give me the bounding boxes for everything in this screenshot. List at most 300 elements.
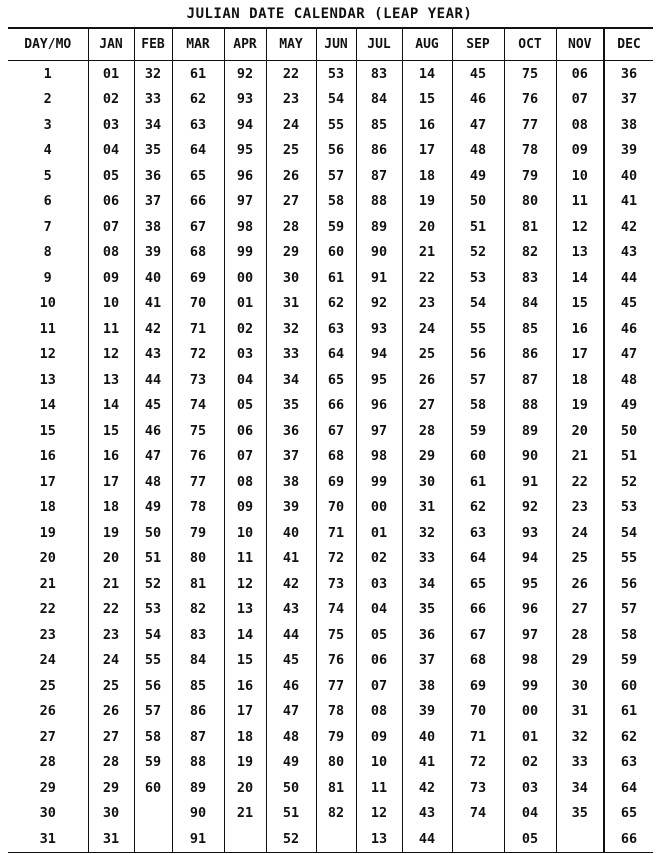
julian-day-cell: 12 (356, 801, 402, 827)
day-number-cell: 24 (39, 652, 56, 669)
julian-day-cell: 30 (402, 469, 452, 495)
julian-day-cell: 20 (224, 775, 266, 801)
julian-day-cell: 59 (134, 750, 172, 776)
julian-day-cell: 84 (356, 87, 402, 113)
table-row (8, 240, 653, 266)
julian-day-cell: 75 (316, 622, 356, 648)
julian-day-cell: 60 (316, 240, 356, 266)
julian-day-cell: 94 (504, 546, 556, 572)
julian-day-cell: 23 (402, 291, 452, 317)
julian-day-cell: 26 (556, 571, 604, 597)
julian-day-cell: 82 (316, 801, 356, 827)
julian-day-cell: 18 (556, 367, 604, 393)
julian-day-cell: 04 (356, 597, 402, 623)
julian-day-cell: 68 (172, 240, 224, 266)
julian-day-cell: 59 (316, 214, 356, 240)
julian-day-cell: 02 (224, 316, 266, 342)
julian-day-cell: 38 (134, 214, 172, 240)
julian-day-cell: 14 (224, 622, 266, 648)
julian-day-cell: 28 (556, 622, 604, 648)
julian-day-cell: 00 (504, 699, 556, 725)
julian-day-cell: 40 (604, 163, 653, 189)
julian-day-cell: 36 (266, 418, 316, 444)
table-row (8, 724, 653, 750)
day-number-cell: 27 (39, 728, 56, 745)
julian-day-cell: 53 (316, 61, 356, 87)
julian-day-cell: 19 (224, 750, 266, 776)
julian-day-cell: 18 (224, 724, 266, 750)
julian-day-cell: 09 (556, 138, 604, 164)
julian-day-cell: 41 (604, 189, 653, 215)
julian-day-cell: 29 (266, 240, 316, 266)
day-number-cell: 8 (43, 244, 52, 261)
julian-day-cell: 35 (556, 801, 604, 827)
julian-day-cell: 85 (504, 316, 556, 342)
julian-day-cell: 60 (134, 775, 172, 801)
julian-day-cell: 78 (172, 495, 224, 521)
julian-day-cell: 19 (556, 393, 604, 419)
julian-day-cell: 57 (134, 699, 172, 725)
table-row (8, 699, 653, 725)
table-row (8, 61, 653, 87)
table-row (8, 138, 653, 164)
julian-day-cell: 87 (172, 724, 224, 750)
julian-day-cell: 14 (402, 61, 452, 87)
julian-day-cell: 41 (134, 291, 172, 317)
julian-day-cell: 66 (316, 393, 356, 419)
julian-day-cell: 32 (556, 724, 604, 750)
julian-day-cell: 69 (316, 469, 356, 495)
julian-day-cell: 95 (504, 571, 556, 597)
julian-day-cell: 93 (224, 87, 266, 113)
julian-day-cell: 24 (556, 520, 604, 546)
column-header-nov: NOV (556, 28, 604, 61)
julian-day-cell: 45 (604, 291, 653, 317)
julian-day-cell: 30 (266, 265, 316, 291)
day-number-cell: 5 (43, 167, 52, 184)
julian-day-cell: 22 (556, 469, 604, 495)
julian-day-cell: 97 (224, 189, 266, 215)
julian-day-cell: 25 (402, 342, 452, 368)
julian-day-cell: 81 (316, 775, 356, 801)
day-number-cell: 28 (39, 754, 56, 771)
julian-day-cell: 56 (134, 673, 172, 699)
julian-day-cell: 41 (266, 546, 316, 572)
julian-day-cell: 31 (402, 495, 452, 521)
julian-day-cell: 11 (356, 775, 402, 801)
julian-day-cell: 47 (604, 342, 653, 368)
table-row (8, 826, 653, 852)
julian-day-cell: 43 (604, 240, 653, 266)
table-row (8, 495, 653, 521)
julian-day-cell: 48 (604, 367, 653, 393)
julian-day-cell: 35 (266, 393, 316, 419)
day-number-cell: 30 (39, 805, 56, 822)
day-number-cell: 21 (39, 575, 56, 592)
julian-day-cell: 22 (88, 597, 134, 623)
julian-day-cell: 36 (134, 163, 172, 189)
julian-day-cell: 71 (452, 724, 504, 750)
julian-day-cell: 44 (266, 622, 316, 648)
day-number-cell: 11 (39, 320, 56, 337)
calendar-title: JULIAN DATE CALENDAR (LEAP YEAR) (186, 6, 473, 22)
julian-day-cell: 32 (134, 61, 172, 87)
julian-day-cell: 46 (604, 316, 653, 342)
julian-day-cell: 36 (402, 622, 452, 648)
table-row (8, 571, 653, 597)
table-row (8, 291, 653, 317)
julian-day-cell: 13 (88, 367, 134, 393)
julian-day-cell: 37 (266, 444, 316, 470)
julian-day-cell: 32 (402, 520, 452, 546)
julian-day-cell: 93 (504, 520, 556, 546)
julian-day-cell: 76 (504, 87, 556, 113)
table-row (8, 189, 653, 215)
julian-day-cell: 62 (316, 291, 356, 317)
julian-day-cell: 17 (556, 342, 604, 368)
julian-day-cell: 03 (356, 571, 402, 597)
column-header-may: MAY (266, 28, 316, 61)
julian-day-cell: 65 (172, 163, 224, 189)
julian-day-cell: 62 (172, 87, 224, 113)
julian-day-cell: 56 (604, 571, 653, 597)
julian-day-cell: 66 (604, 826, 653, 852)
julian-day-cell: 91 (356, 265, 402, 291)
julian-day-cell: 48 (134, 469, 172, 495)
julian-day-cell: 24 (88, 648, 134, 674)
julian-day-cell: 62 (604, 724, 653, 750)
julian-day-cell: 92 (356, 291, 402, 317)
julian-day-cell: 50 (452, 189, 504, 215)
julian-day-cell: 52 (266, 826, 316, 852)
julian-day-cell: 74 (452, 801, 504, 827)
julian-day-cell: 34 (556, 775, 604, 801)
table-row (8, 214, 653, 240)
day-number-cell: 6 (43, 193, 52, 210)
julian-day-cell: 60 (452, 444, 504, 470)
julian-day-cell: 01 (356, 520, 402, 546)
julian-day-cell: 57 (316, 163, 356, 189)
julian-day-cell: 61 (172, 61, 224, 87)
julian-day-cell: 74 (316, 597, 356, 623)
julian-day-cell: 96 (504, 597, 556, 623)
julian-day-cell: 65 (604, 801, 653, 827)
day-number-cell: 2 (43, 91, 52, 108)
day-number-cell: 29 (39, 779, 56, 796)
julian-day-cell: 50 (604, 418, 653, 444)
julian-day-cell: 84 (172, 648, 224, 674)
julian-day-cell: 77 (316, 673, 356, 699)
table-row (8, 801, 653, 827)
julian-day-cell: 78 (316, 699, 356, 725)
day-number-cell: 26 (39, 703, 56, 720)
julian-day-cell: 90 (356, 240, 402, 266)
julian-day-cell: 96 (356, 393, 402, 419)
julian-day-cell: 47 (266, 699, 316, 725)
julian-day-cell: 23 (556, 495, 604, 521)
julian-day-cell: 05 (356, 622, 402, 648)
julian-day-cell: 33 (266, 342, 316, 368)
julian-day-cell: 42 (134, 316, 172, 342)
julian-day-cell: 49 (604, 393, 653, 419)
julian-day-cell: 88 (356, 189, 402, 215)
table-row (8, 597, 653, 623)
julian-day-cell: 15 (556, 291, 604, 317)
julian-day-cell: 11 (224, 546, 266, 572)
julian-day-cell: 58 (134, 724, 172, 750)
table-row (8, 163, 653, 189)
julian-day-cell: 73 (172, 367, 224, 393)
julian-day-cell: 03 (224, 342, 266, 368)
julian-day-cell: 10 (224, 520, 266, 546)
julian-day-cell: 89 (172, 775, 224, 801)
julian-day-cell: 09 (88, 265, 134, 291)
julian-day-cell: 53 (134, 597, 172, 623)
julian-day-cell (316, 826, 356, 852)
julian-day-cell: 99 (224, 240, 266, 266)
julian-day-cell: 92 (504, 495, 556, 521)
julian-day-cell: 94 (224, 112, 266, 138)
julian-day-cell: 79 (172, 520, 224, 546)
julian-day-cell: 97 (504, 622, 556, 648)
julian-day-cell: 75 (172, 418, 224, 444)
julian-day-cell: 07 (356, 673, 402, 699)
table-row (8, 393, 653, 419)
julian-day-cell: 00 (356, 495, 402, 521)
julian-day-cell: 56 (316, 138, 356, 164)
julian-day-cell: 08 (88, 240, 134, 266)
julian-day-cell: 55 (316, 112, 356, 138)
julian-day-cell: 14 (556, 265, 604, 291)
julian-day-cell: 82 (172, 597, 224, 623)
julian-day-cell: 44 (402, 826, 452, 852)
julian-day-cell: 47 (134, 444, 172, 470)
julian-day-cell: 70 (452, 699, 504, 725)
table-row (8, 648, 653, 674)
julian-day-cell: 79 (316, 724, 356, 750)
julian-day-cell: 88 (504, 393, 556, 419)
julian-day-cell: 46 (134, 418, 172, 444)
julian-day-cell: 10 (356, 750, 402, 776)
julian-day-cell: 02 (356, 546, 402, 572)
julian-day-cell: 19 (402, 189, 452, 215)
julian-day-cell: 04 (504, 801, 556, 827)
column-header-feb: FEB (134, 28, 172, 61)
julian-day-cell: 06 (224, 418, 266, 444)
day-number-cell: 23 (39, 626, 56, 643)
julian-day-cell: 23 (266, 87, 316, 113)
julian-day-cell: 79 (504, 163, 556, 189)
julian-day-cell (134, 826, 172, 852)
julian-day-cell: 39 (134, 240, 172, 266)
column-header-day-mo: DAY/MO (8, 28, 88, 61)
day-number-cell: 1 (43, 65, 52, 82)
julian-day-cell: 73 (316, 571, 356, 597)
julian-day-cell: 34 (402, 571, 452, 597)
julian-day-cell: 81 (172, 571, 224, 597)
day-number-cell: 9 (43, 269, 52, 286)
julian-day-cell: 76 (316, 648, 356, 674)
julian-day-cell: 91 (172, 826, 224, 852)
julian-day-cell: 09 (224, 495, 266, 521)
julian-day-cell: 97 (356, 418, 402, 444)
table-row (8, 418, 653, 444)
column-header-aug: AUG (402, 28, 452, 61)
table-body (8, 61, 653, 853)
julian-day-cell (556, 826, 604, 852)
julian-day-cell: 70 (172, 291, 224, 317)
julian-day-cell: 81 (504, 214, 556, 240)
julian-day-cell: 46 (266, 673, 316, 699)
julian-day-cell: 01 (224, 291, 266, 317)
julian-day-cell: 67 (316, 418, 356, 444)
day-number-cell: 4 (43, 142, 52, 159)
julian-day-cell: 50 (134, 520, 172, 546)
julian-day-cell: 75 (504, 61, 556, 87)
julian-day-cell: 21 (224, 801, 266, 827)
julian-day-cell: 40 (402, 724, 452, 750)
julian-day-cell: 39 (402, 699, 452, 725)
julian-day-cell: 45 (452, 61, 504, 87)
julian-day-cell: 64 (316, 342, 356, 368)
julian-day-cell: 06 (356, 648, 402, 674)
table-row (8, 444, 653, 470)
julian-day-cell: 98 (356, 444, 402, 470)
julian-day-cell: 50 (266, 775, 316, 801)
julian-day-cell: 52 (604, 469, 653, 495)
julian-day-cell: 65 (316, 367, 356, 393)
table-row (8, 112, 653, 138)
julian-day-cell: 87 (504, 367, 556, 393)
julian-day-cell: 80 (316, 750, 356, 776)
julian-day-cell: 76 (172, 444, 224, 470)
julian-day-cell: 33 (556, 750, 604, 776)
table-row (8, 265, 653, 291)
julian-day-cell: 03 (88, 112, 134, 138)
julian-day-cell: 56 (452, 342, 504, 368)
julian-day-cell: 26 (266, 163, 316, 189)
julian-day-cell: 98 (224, 214, 266, 240)
day-number-cell: 25 (39, 677, 56, 694)
julian-day-cell: 49 (452, 163, 504, 189)
julian-day-cell: 42 (266, 571, 316, 597)
julian-day-cell: 12 (556, 214, 604, 240)
julian-day-cell: 10 (556, 163, 604, 189)
julian-day-cell: 23 (88, 622, 134, 648)
day-number-cell: 12 (39, 346, 56, 363)
table-row (8, 87, 653, 113)
julian-day-cell: 28 (266, 214, 316, 240)
day-number-cell: 18 (39, 499, 56, 516)
julian-day-cell: 77 (504, 112, 556, 138)
julian-day-cell: 74 (172, 393, 224, 419)
julian-day-cell: 55 (452, 316, 504, 342)
julian-day-cell: 18 (88, 495, 134, 521)
julian-day-cell: 84 (504, 291, 556, 317)
julian-day-cell: 27 (266, 189, 316, 215)
julian-day-cell: 60 (604, 673, 653, 699)
julian-day-cell: 22 (402, 265, 452, 291)
table-row (8, 520, 653, 546)
julian-day-cell: 91 (504, 469, 556, 495)
julian-day-cell: 71 (172, 316, 224, 342)
julian-day-cell (224, 826, 266, 852)
julian-day-cell: 51 (266, 801, 316, 827)
julian-day-cell: 06 (88, 189, 134, 215)
julian-day-cell: 35 (134, 138, 172, 164)
julian-day-cell: 17 (224, 699, 266, 725)
julian-day-cell: 13 (356, 826, 402, 852)
julian-day-cell: 86 (504, 342, 556, 368)
day-number-cell: 31 (8, 826, 88, 852)
julian-day-cell: 82 (504, 240, 556, 266)
julian-day-cell: 31 (556, 699, 604, 725)
julian-day-cell: 62 (452, 495, 504, 521)
julian-day-cell: 93 (356, 316, 402, 342)
julian-day-cell: 15 (88, 418, 134, 444)
julian-day-cell: 73 (452, 775, 504, 801)
julian-day-cell: 83 (172, 622, 224, 648)
table-row (8, 750, 653, 776)
julian-day-cell: 35 (402, 597, 452, 623)
julian-day-cell: 15 (402, 87, 452, 113)
julian-day-cell (134, 801, 172, 827)
julian-day-cell: 65 (452, 571, 504, 597)
julian-day-cell: 90 (172, 801, 224, 827)
julian-day-cell: 29 (88, 775, 134, 801)
julian-day-cell: 16 (402, 112, 452, 138)
day-number-cell: 22 (39, 601, 56, 618)
julian-day-cell: 45 (134, 393, 172, 419)
julian-day-cell: 95 (356, 367, 402, 393)
julian-day-cell: 98 (504, 648, 556, 674)
julian-day-cell: 24 (266, 112, 316, 138)
julian-day-cell: 00 (224, 265, 266, 291)
julian-day-cell: 85 (172, 673, 224, 699)
julian-day-cell: 13 (224, 597, 266, 623)
julian-day-cell: 52 (452, 240, 504, 266)
julian-day-cell: 94 (356, 342, 402, 368)
table-row (8, 622, 653, 648)
julian-day-cell: 58 (452, 393, 504, 419)
day-number-cell: 17 (39, 473, 56, 490)
julian-day-cell: 39 (604, 138, 653, 164)
julian-day-cell: 03 (504, 775, 556, 801)
column-header-apr: APR (224, 28, 266, 61)
julian-day-cell: 59 (604, 648, 653, 674)
julian-day-cell: 64 (452, 546, 504, 572)
julian-day-cell: 20 (88, 546, 134, 572)
julian-day-cell: 48 (266, 724, 316, 750)
julian-day-cell: 72 (452, 750, 504, 776)
julian-day-cell: 63 (604, 750, 653, 776)
julian-day-cell: 58 (316, 189, 356, 215)
julian-day-cell: 69 (452, 673, 504, 699)
julian-day-cell: 01 (88, 61, 134, 87)
julian-day-cell: 90 (504, 444, 556, 470)
julian-day-cell: 61 (316, 265, 356, 291)
julian-day-cell: 11 (556, 189, 604, 215)
julian-day-cell: 54 (604, 520, 653, 546)
julian-day-cell: 72 (172, 342, 224, 368)
julian-day-cell: 80 (504, 189, 556, 215)
julian-day-cell: 34 (134, 112, 172, 138)
julian-day-cell: 24 (402, 316, 452, 342)
julian-day-cell: 43 (134, 342, 172, 368)
julian-day-cell: 33 (402, 546, 452, 572)
julian-day-cell: 05 (504, 826, 556, 852)
column-header-sep: SEP (452, 28, 504, 61)
